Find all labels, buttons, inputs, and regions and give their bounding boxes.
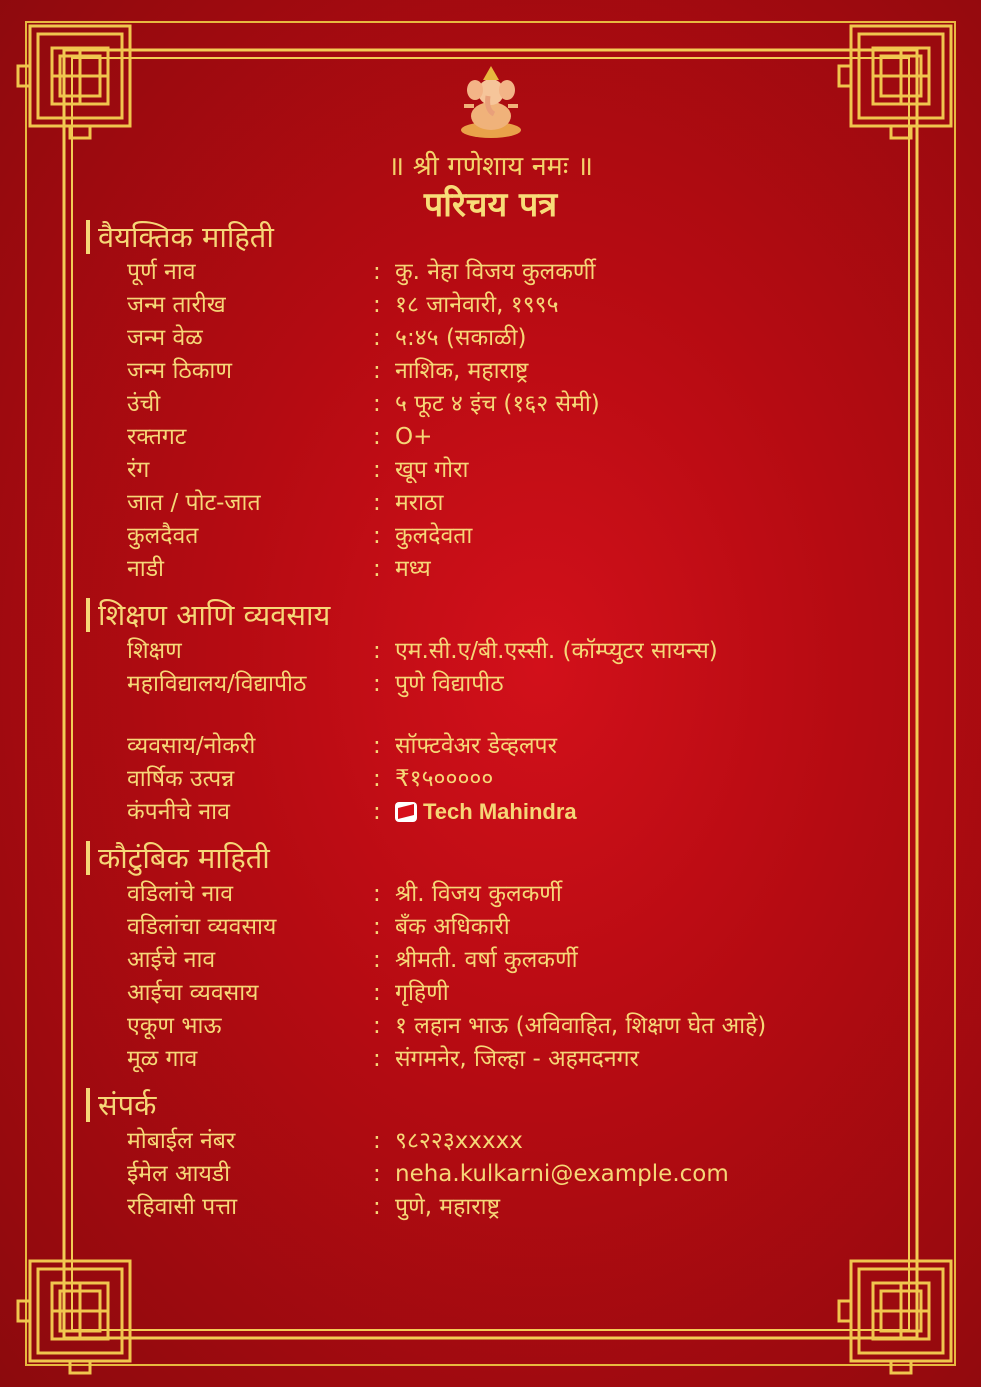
value: पुणे, महाराष्ट्र: [395, 1194, 501, 1220]
label: व्यवसाय/नोकरी: [127, 733, 256, 759]
value: neha.kulkarni@example.com: [395, 1161, 729, 1187]
value: गृहिणी: [395, 980, 449, 1006]
page-title: परिचय पत्र: [423, 185, 558, 225]
row-native-place: मूळ गाव : संगमनेर, जिल्हा - अहमदनगर: [127, 1046, 639, 1072]
value: कु. नेहा विजय कुलकर्णी: [395, 259, 596, 285]
row-father-name: वडिलांचे नाव : श्री. विजय कुलकर्णी: [127, 881, 562, 907]
label: मोबाईल नंबर: [127, 1128, 236, 1154]
row-kuldaivat: कुलदैवत : कुलदेवता: [127, 523, 473, 549]
value: एम.सी.ए/बी.एस्सी. (कॉम्प्युटर सायन्स): [395, 638, 718, 664]
value: O+: [395, 424, 433, 450]
row-mobile: मोबाईल नंबर : ९८२२३xxxxx: [127, 1128, 523, 1154]
value: खूप गोरा: [395, 457, 469, 483]
section-title-family: कौटुंबिक माहिती: [86, 841, 270, 875]
label: नाडी: [127, 556, 164, 582]
label: आईचा व्यवसाय: [127, 980, 259, 1006]
value: मध्य: [395, 556, 431, 582]
value: ९८२२३xxxxx: [395, 1128, 523, 1154]
label: कुलदैवत: [127, 523, 199, 549]
label: रहिवासी पत्ता: [127, 1194, 238, 1220]
value: ५ फूट ४ इंच (१६२ सेमी): [395, 391, 600, 417]
value: बँक अधिकारी: [395, 914, 510, 940]
ganesha-icon: [456, 64, 526, 140]
row-address: रहिवासी पत्ता : पुणे, महाराष्ट्र: [127, 1194, 501, 1220]
row-email: ईमेल आयडी : neha.kulkarni@example.com: [127, 1161, 729, 1187]
label: वार्षिक उत्पन्न: [127, 766, 235, 792]
label: आईचे नाव: [127, 947, 216, 973]
section-title-personal: वैयक्तिक माहिती: [86, 220, 274, 254]
shloka-text: ॥ श्री गणेशाय नमः ॥: [387, 151, 594, 182]
corner-ornament-bottom-left: [18, 1261, 130, 1373]
label: रंग: [127, 457, 150, 483]
row-height: उंची : ५ फूट ४ इंच (१६२ सेमी): [127, 391, 600, 417]
row-brothers: एकूण भाऊ : १ लहान भाऊ (अविवाहित, शिक्षण घेत आहे): [127, 1013, 767, 1039]
row-birth-date: जन्म तारीख : १८ जानेवारी, १९९५: [127, 292, 559, 318]
section-title-contact: संपर्क: [86, 1088, 156, 1122]
value: कुलदेवता: [395, 523, 473, 549]
label: वडिलांचे नाव: [127, 881, 234, 907]
value: श्री. विजय कुलकर्णी: [395, 881, 562, 907]
row-company: कंपनीचे नाव : Tech Mahindra: [127, 799, 577, 825]
row-complexion: रंग : खूप गोरा: [127, 457, 469, 483]
row-full-name: पूर्ण नाव : कु. नेहा विजय कुलकर्णी: [127, 259, 596, 285]
label: शिक्षण: [127, 638, 182, 664]
label: ईमेल आयडी: [127, 1161, 231, 1187]
tech-mahindra-logo-icon: [395, 802, 417, 822]
row-birth-time: जन्म वेळ : ५:४५ (सकाळी): [127, 325, 527, 351]
row-mother-name: आईचे नाव : श्रीमती. वर्षा कुलकर्णी: [127, 947, 578, 973]
row-occupation: व्यवसाय/नोकरी : सॉफ्टवेअर डेव्हलपर: [127, 733, 558, 759]
label: जन्म तारीख: [127, 292, 226, 318]
row-university: महाविद्यालय/विद्यापीठ : पुणे विद्यापीठ: [127, 671, 504, 697]
label: कंपनीचे नाव: [127, 799, 230, 825]
label: जन्म ठिकाण: [127, 358, 233, 384]
label: उंची: [127, 391, 161, 417]
value: सॉफ्टवेअर डेव्हलपर: [395, 733, 558, 759]
corner-ornament-top-left: [18, 26, 130, 138]
label: पूर्ण नाव: [127, 259, 196, 285]
value: १ लहान भाऊ (अविवाहित, शिक्षण घेत आहे): [395, 1013, 767, 1039]
value: श्रीमती. वर्षा कुलकर्णी: [395, 947, 578, 973]
row-caste: जात / पोट-जात : मराठा: [127, 490, 444, 516]
section-title-education: शिक्षण आणि व्यवसाय: [86, 598, 330, 632]
label: रक्तगट: [127, 424, 187, 450]
label: एकूण भाऊ: [127, 1013, 222, 1039]
label: मूळ गाव: [127, 1046, 198, 1072]
value: पुणे विद्यापीठ: [395, 671, 504, 697]
value: ५:४५ (सकाळी): [395, 325, 527, 351]
corner-ornament-bottom-right: [839, 1261, 951, 1373]
value: संगमनेर, जिल्हा - अहमदनगर: [395, 1046, 639, 1072]
company-name: Tech Mahindra: [423, 799, 577, 824]
row-blood-group: रक्तगट : O+: [127, 424, 433, 450]
value: ₹१५०००००: [395, 766, 494, 792]
row-annual-income: वार्षिक उत्पन्न : ₹१५०००००: [127, 766, 494, 792]
label: महाविद्यालय/विद्यापीठ: [127, 671, 307, 697]
value: १८ जानेवारी, १९९५: [395, 292, 559, 318]
row-education: शिक्षण : एम.सी.ए/बी.एस्सी. (कॉम्प्युटर सायन्स): [127, 638, 718, 664]
row-nadi: नाडी : मध्य: [127, 556, 431, 582]
label: जात / पोट-जात: [127, 490, 261, 516]
value: मराठा: [395, 490, 444, 516]
row-mother-occupation: आईचा व्यवसाय : गृहिणी: [127, 980, 449, 1006]
row-birth-place: जन्म ठिकाण : नाशिक, महाराष्ट्र: [127, 358, 529, 384]
label: वडिलांचा व्यवसाय: [127, 914, 277, 940]
label: जन्म वेळ: [127, 325, 203, 351]
row-father-occupation: वडिलांचा व्यवसाय : बँक अधिकारी: [127, 914, 510, 940]
corner-ornament-top-right: [839, 26, 951, 138]
value: नाशिक, महाराष्ट्र: [395, 358, 529, 384]
